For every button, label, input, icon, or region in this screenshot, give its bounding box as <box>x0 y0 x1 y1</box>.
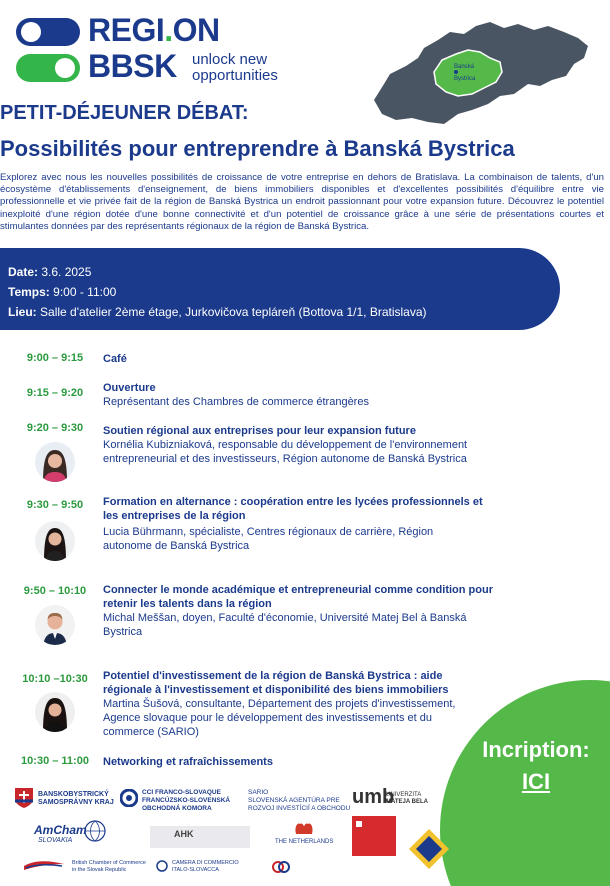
toggle-off-icon <box>16 18 80 46</box>
logo-line1: REGI.ON <box>88 12 220 48</box>
agenda-time: 9:00 – 9:15 <box>26 352 84 364</box>
map-label-2: Bystrica <box>454 76 476 82</box>
globe-icon <box>84 820 106 842</box>
agenda-desc: Martina Šušová, consultante, Département des projets d'investissement, Agence slovaque pour le développement des investissements et du commerce (SARIO) <box>103 698 456 738</box>
agenda-title: Soutien régional aux entreprises pour leur expansion future <box>103 425 416 437</box>
event-place: Lieu: Salle d'atelier 2ème étage, Jurkovičova tepláreň (Bottova 1/1, Bratislava) <box>8 305 427 319</box>
toggle-on-icon <box>16 54 80 82</box>
agenda-desc: Michal Meššan, doyen, Faculté d'économie, Université Matej Bel à Banská Bystrica <box>103 612 467 638</box>
agenda-title: Potentiel d'investissement de la région de Banská Bystrica : aide régionale à l'investissement et disponibilité des biens immobiliers <box>103 670 449 696</box>
agenda-desc: Lucia Bührmann, spécialiste, Centres régionaux de carrière, Région autonome de Banská Bystrica <box>103 526 434 552</box>
inscription-block <box>462 734 610 798</box>
logo-tagline: unlock new opportunities <box>192 51 278 84</box>
agenda-time: 10:10 –10:30 <box>22 673 88 685</box>
cci-logo-icon <box>120 789 138 807</box>
speaker-photo-avatar <box>35 442 75 482</box>
logo-line2: BBSK <box>88 48 177 84</box>
speaker-photo-avatar <box>35 692 75 732</box>
agenda-desc: Représentant des Chambres de commerce étrangères <box>103 396 369 408</box>
event-time: Temps: 9:00 - 11:00 <box>8 285 117 299</box>
event-date: Date: 3.6. 2025 <box>8 265 92 279</box>
agenda-title: Formation en alternance : coopération entre les lycées professionnels et les entreprises de la région <box>103 496 483 522</box>
slovakia-map-icon <box>368 14 594 130</box>
agenda-title: Café <box>103 353 127 365</box>
speaker-photo-avatar <box>35 521 75 561</box>
page-subtitle: Possibilités pour entreprendre à Banská Bystrica <box>0 136 515 161</box>
regi-on-logo <box>16 12 316 90</box>
map-label-1: Banská <box>454 64 475 70</box>
camera-logo-icon <box>156 860 168 872</box>
agenda-title: Networking et rafraîchissements <box>103 756 273 768</box>
agenda-time: 9:30 – 9:50 <box>26 499 84 511</box>
inscription-label: Incription: <box>482 737 590 762</box>
intro-paragraph: Explorez avec nous les nouvelles possibilités de croissance de votre entreprise en dehors de Bratislava. La combinaison de talents, d'un écosystème d'établissements d'enseignement, de biens immobiliers disponibles et d'excellentes possibilités d'équilibre entre vie professionnelle et vie privée fait de la région de Banská Bystrica un endroit passionnant pour votre expansion future. Découvrez le potentiel inexploité d'une région dotée d'une bonne connectivité et d'un potentiel de croissance grâce à une série de présentations courtes et stimulantes données par des représentants régionaux de la région de Banská Bystrica. <box>0 172 604 232</box>
chamber-rings-icon <box>272 860 290 874</box>
bbsk-crest-icon <box>14 787 34 809</box>
agenda-time: 10:30 – 11:00 <box>21 755 89 767</box>
agenda-title: Ouverture <box>103 382 156 394</box>
agenda-time: 9:20 – 9:30 <box>26 422 84 434</box>
speaker-photo-avatar <box>35 605 75 645</box>
chamber-emblem-icon <box>408 828 450 870</box>
tulip-icon <box>292 820 316 836</box>
sponsor-sario: SARIO SLOVENSKÁ AGENTÚRA PRE ROZVOJ INVESTÍCIÍ A OBCHODU <box>248 789 351 812</box>
british-flag-swoosh-icon <box>24 860 64 870</box>
agenda-title: Connecter le monde académique et entrepreneurial comme condition pour retenir les talents dans la région <box>103 584 493 610</box>
agenda-desc: Kornélia Kubizniaková, responsable du développement de l'environnement entrepreneurial et des investisseurs, Région autonome de Banská Bystrica <box>103 439 468 465</box>
agenda-time: 9:15 – 9:20 <box>26 387 84 399</box>
inscription-link[interactable]: ICI <box>521 769 551 794</box>
event-info-banner <box>0 248 560 330</box>
page-title: PETIT-DÉJEUNER DÉBAT: <box>0 102 249 124</box>
agenda-time: 9:50 – 10:10 <box>23 585 87 597</box>
